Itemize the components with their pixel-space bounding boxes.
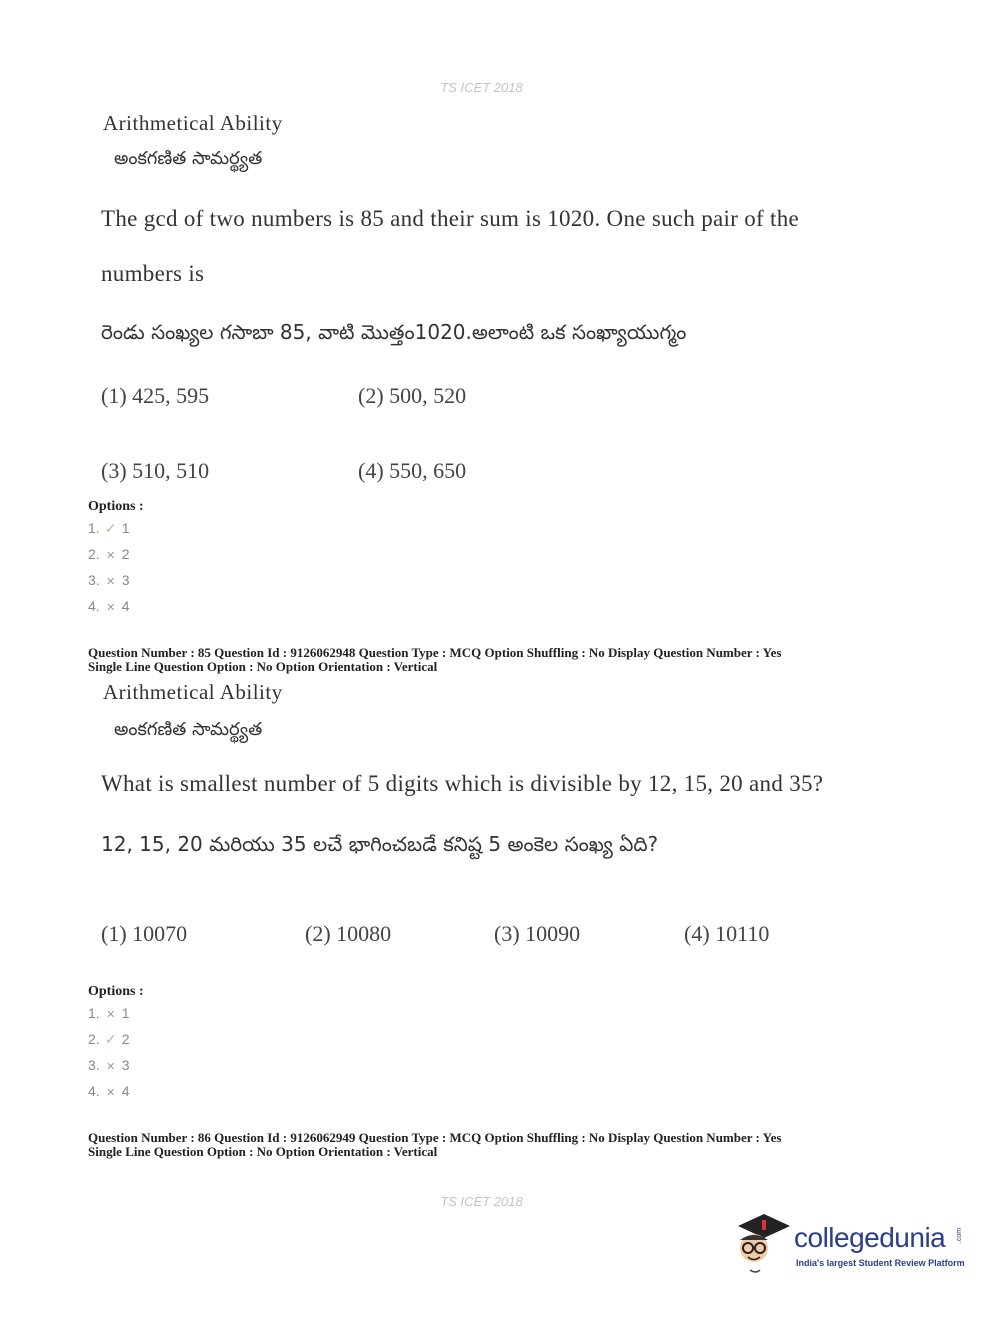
correct-check-icon: ✓ bbox=[104, 1031, 117, 1047]
option-number: 3. bbox=[88, 1057, 100, 1073]
option-number: 2. bbox=[88, 546, 100, 562]
option-row bbox=[88, 1005, 129, 1021]
section-title-te: అంకగణిత సామర్థ్యత bbox=[114, 148, 263, 169]
question-text-en-line1: The gcd of two numbers is 85 and their sum is 1020. One such pair of the bbox=[101, 206, 800, 231]
section-title-en: Arithmetical Ability bbox=[103, 680, 283, 704]
choice-1: (1) 10070 bbox=[101, 921, 188, 946]
watermark-top: TS ICET 2018 bbox=[440, 80, 523, 95]
option-value: 2 bbox=[121, 546, 130, 562]
option-row bbox=[88, 1031, 129, 1048]
question-meta-line1: Question Number : 86 Question Id : 9126062949 Question Type : MCQ Option Shuffling : No Display Question Number : Yes bbox=[88, 1130, 782, 1145]
option-number: 3. bbox=[88, 572, 100, 588]
section-title-te: అంకగణిత సామర్థ్యత bbox=[114, 719, 263, 740]
question-text-en: What is smallest number of 5 digits which is divisible by 12, 15, 20 and 35? bbox=[101, 771, 824, 796]
wrong-cross-icon: ✕ bbox=[106, 550, 116, 562]
collegedunia-logo bbox=[734, 1210, 964, 1280]
choice-3: (3) 510, 510 bbox=[101, 458, 210, 483]
choice-3: (3) 10090 bbox=[494, 921, 581, 946]
option-value: 2 bbox=[121, 1031, 130, 1047]
question-meta-line2: Single Line Question Option : No Option Orientation : Vertical bbox=[88, 659, 438, 674]
choice-1: (1) 425, 595 bbox=[101, 383, 210, 408]
question-meta-line2: Single Line Question Option : No Option Orientation : Vertical bbox=[88, 1144, 438, 1159]
option-value: 4 bbox=[121, 598, 130, 614]
option-value: 4 bbox=[121, 1083, 130, 1099]
option-row bbox=[88, 1057, 129, 1073]
choice-4: (4) 10110 bbox=[684, 921, 770, 946]
watermark-bottom: TS ICET 2018 bbox=[440, 1194, 523, 1209]
question-meta-line1: Question Number : 85 Question Id : 9126062948 Question Type : MCQ Option Shuffling : No Display Question Number : Yes bbox=[88, 645, 782, 660]
options-label: Options : bbox=[88, 984, 144, 999]
option-row bbox=[88, 546, 129, 562]
wrong-cross-icon: ✕ bbox=[106, 1061, 116, 1073]
option-number: 2. bbox=[88, 1031, 100, 1047]
wrong-cross-icon: ✕ bbox=[106, 602, 116, 614]
wrong-cross-icon: ✕ bbox=[106, 1009, 116, 1021]
logo-domain-suffix: .com bbox=[956, 1227, 964, 1244]
option-number: 1. bbox=[88, 1005, 100, 1021]
option-value: 3 bbox=[121, 1057, 130, 1073]
option-value: 1 bbox=[121, 1005, 130, 1021]
choice-2: (2) 500, 520 bbox=[358, 383, 467, 408]
logo-wordmark: collegedunia bbox=[794, 1222, 946, 1253]
choice-2: (2) 10080 bbox=[305, 921, 392, 946]
option-value: 3 bbox=[121, 572, 130, 588]
question-text-en-line2: numbers is bbox=[101, 261, 205, 286]
question-text-te: 12, 15, 20 మరియు 35 లచే భాగించబడే కనిష్ట 5 అంకెల సంఖ్య ఏది? bbox=[101, 832, 659, 856]
mascot-graduate-icon bbox=[734, 1210, 794, 1280]
section-title-en: Arithmetical Ability bbox=[103, 111, 283, 135]
option-row bbox=[88, 1083, 129, 1099]
options-label: Options : bbox=[88, 499, 144, 514]
option-row bbox=[88, 598, 129, 614]
option-value: 1 bbox=[121, 520, 130, 536]
wrong-cross-icon: ✕ bbox=[106, 1087, 116, 1099]
option-number: 4. bbox=[88, 1083, 100, 1099]
question-text-te: రెండు సంఖ్యల గసాబా 85, వాటి మొత్తం1020.అలాంటి ఒక సంఖ్యాయుగ్మం bbox=[101, 320, 687, 344]
correct-check-icon: ✓ bbox=[104, 520, 117, 536]
logo-tagline: India's largest Student Review Platform bbox=[796, 1258, 965, 1268]
option-row bbox=[88, 520, 129, 537]
choice-4: (4) 550, 650 bbox=[358, 458, 467, 483]
wrong-cross-icon: ✕ bbox=[106, 576, 116, 588]
option-row bbox=[88, 572, 129, 588]
option-number: 4. bbox=[88, 598, 100, 614]
option-number: 1. bbox=[88, 520, 100, 536]
